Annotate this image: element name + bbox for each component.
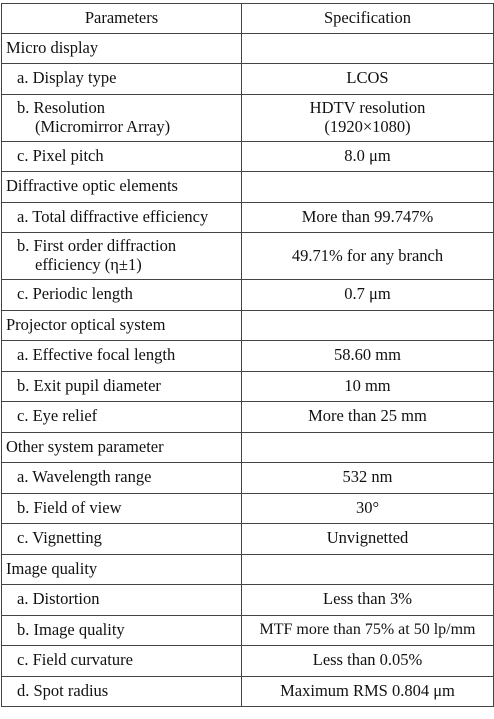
specification-text: More than 25 mm: [308, 406, 427, 426]
specification-text: 532 nm: [342, 467, 393, 487]
specification-text: 49.71% for any branch: [291, 245, 444, 265]
specification-cell: [242, 33, 494, 64]
table-row: [2, 463, 494, 494]
section-row: [2, 33, 494, 64]
specification-cell: [242, 432, 494, 463]
parameter-text: c. Eye relief: [17, 406, 98, 426]
table-row: [2, 64, 494, 95]
parameter-cell: [2, 371, 242, 402]
parameter-cell: [2, 233, 242, 280]
section-title: [2, 33, 242, 64]
section-row: [2, 310, 494, 341]
parameter-cell: [2, 280, 242, 311]
parameter-cell: [2, 676, 242, 707]
table-row: [2, 676, 494, 707]
parameter-text: b. Field of view: [17, 497, 122, 517]
specification-cell: [242, 646, 494, 677]
specification-cell: [242, 493, 494, 524]
parameter-cell: [2, 141, 242, 172]
specification-text: 58.60 mm: [334, 345, 401, 365]
specification-text: Maximum RMS 0.804 μm: [280, 680, 455, 700]
parameter-text: b. Resolution: [17, 97, 106, 117]
section-title: [2, 172, 242, 203]
parameter-text: c. Pixel pitch: [17, 145, 104, 165]
table-row: [2, 233, 494, 280]
table-row: [2, 524, 494, 555]
parameter-cell: [2, 64, 242, 95]
specification-cell: [242, 64, 494, 95]
parameter-cell: [2, 615, 242, 646]
parameter-text: Projector optical system: [6, 314, 166, 334]
parameter-cell: [2, 524, 242, 555]
specification-text: MTF more than 75% at 50 lp/mm: [259, 621, 476, 639]
specification-cell: [242, 463, 494, 494]
specification-text: 0.7 μm: [344, 284, 391, 304]
specification-text: 10 mm: [344, 375, 391, 395]
specification-cell: [242, 94, 494, 141]
parameter-text: b. Image quality: [17, 619, 125, 639]
specification-cell: [242, 402, 494, 433]
parameter-text: (Micromirror Array): [35, 116, 171, 136]
parameter-text: Other system parameter: [6, 436, 164, 456]
parameter-text: Diffractive optic elements: [6, 176, 178, 196]
specification-cell: [242, 524, 494, 555]
specification-table: [1, 3, 494, 707]
section-title: [2, 432, 242, 463]
table-row: [2, 371, 494, 402]
table-row: [2, 585, 494, 616]
parameter-text: Micro display: [6, 37, 99, 57]
parameter-cell: [2, 341, 242, 372]
parameter-text: a. Display type: [17, 68, 117, 88]
specification-cell: [242, 554, 494, 585]
table-body: [2, 33, 494, 707]
specification-text: 8.0 μm: [344, 145, 391, 165]
section-row: [2, 432, 494, 463]
table-row: [2, 94, 494, 141]
parameter-cell: [2, 94, 242, 141]
parameter-text: b. Exit pupil diameter: [17, 375, 161, 395]
table-row: [2, 493, 494, 524]
parameter-cell: [2, 585, 242, 616]
parameter-cell: [2, 463, 242, 494]
table-row: [2, 141, 494, 172]
specification-cell: [242, 172, 494, 203]
specification-cell: [242, 585, 494, 616]
specification-text: Less than 0.05%: [312, 650, 423, 670]
table-row: [2, 280, 494, 311]
table-row: [2, 646, 494, 677]
parameter-text: c. Vignetting: [17, 528, 102, 548]
parameter-text: c. Periodic length: [17, 284, 133, 304]
table-row: [2, 402, 494, 433]
specification-text: HDTV resolution: [309, 97, 426, 117]
section-title: [2, 310, 242, 341]
specification-text: Unvignetted: [326, 528, 409, 548]
parameter-text: c. Field curvature: [17, 650, 133, 670]
table-row: [2, 615, 494, 646]
parameter-text: b. First order diffraction: [17, 236, 177, 256]
header-row: [2, 4, 494, 34]
specification-cell: [242, 371, 494, 402]
parameter-text: Image quality: [6, 558, 98, 578]
parameter-text: a. Effective focal length: [17, 345, 176, 365]
parameter-text: a. Distortion: [17, 589, 100, 609]
parameter-text: a. Wavelength range: [17, 467, 152, 487]
parameter-cell: [2, 202, 242, 233]
specification-cell: [242, 280, 494, 311]
specification-cell: [242, 676, 494, 707]
specification-text: More than 99.747%: [301, 206, 434, 226]
specification-text: LCOS: [346, 68, 389, 88]
parameter-cell: [2, 646, 242, 677]
parameter-cell: [2, 402, 242, 433]
specification-text: Less than 3%: [323, 589, 412, 609]
parameter-text: d. Spot radius: [17, 680, 109, 700]
section-row: [2, 554, 494, 585]
section-title: [2, 554, 242, 585]
parameter-text: efficiency (η±1): [35, 255, 142, 274]
specification-cell: [242, 141, 494, 172]
section-row: [2, 172, 494, 203]
specification-cell: [242, 310, 494, 341]
table-row: [2, 341, 494, 372]
specification-cell: [242, 202, 494, 233]
specification-text: 30°: [355, 497, 380, 517]
table-row: [2, 202, 494, 233]
parameter-cell: [2, 493, 242, 524]
header-specification: Specification: [242, 4, 494, 34]
specification-cell: [242, 615, 494, 646]
specification-cell: [242, 233, 494, 280]
header-parameters: Parameters: [2, 4, 242, 34]
specification-text: (1920×1080): [324, 116, 411, 136]
specification-cell: [242, 341, 494, 372]
parameter-text: a. Total diffractive efficiency: [17, 206, 209, 226]
